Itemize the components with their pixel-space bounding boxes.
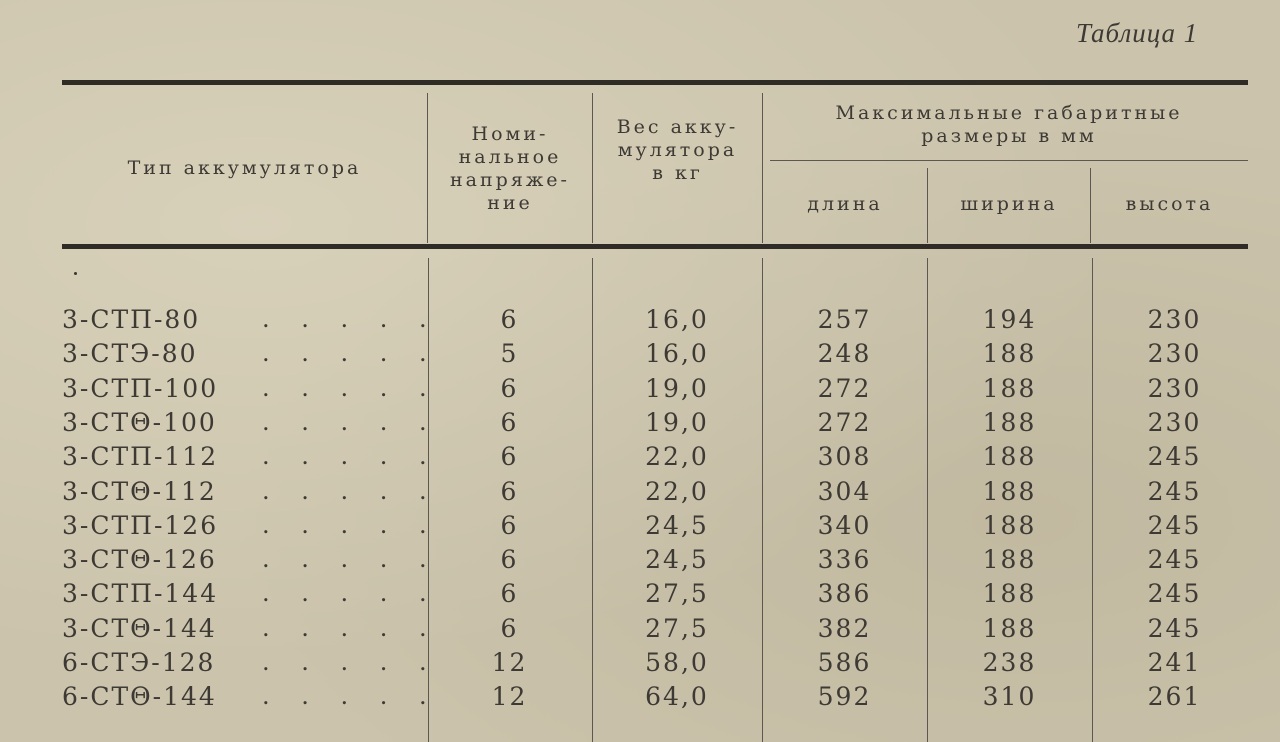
table-header-rule [62, 244, 1248, 249]
cell-weight: 27,5 [645, 579, 709, 609]
leader-dots: . . . . . [262, 648, 439, 676]
cell-width: 188 [982, 407, 1037, 437]
cell-height: 230 [1147, 305, 1202, 334]
cell-type: 3-СТЭ-80 [62, 339, 198, 369]
cell-voltage: 6 [500, 579, 519, 609]
cell-weight: 16,0 [645, 305, 709, 334]
cell-type: 3-СТΘ-144 [62, 613, 217, 643]
cell-voltage: 6 [500, 373, 519, 403]
dims-group-underline [770, 160, 1248, 161]
cell-type: 3-СТП-112 [62, 442, 219, 472]
cell-voltage: 6 [500, 476, 519, 506]
cell-height: 261 [1147, 682, 1202, 712]
leader-dots: . . . . . [262, 373, 439, 402]
cell-width: 194 [982, 305, 1037, 334]
header-type: Тип аккумулятора [127, 156, 362, 179]
cell-height: 245 [1147, 613, 1202, 643]
cell-width: 188 [982, 510, 1037, 540]
cell-length: 336 [817, 545, 872, 575]
cell-height: 245 [1147, 476, 1202, 506]
cell-type: 3-СТΘ-112 [62, 476, 217, 506]
table-row [62, 680, 1248, 714]
cell-length: 340 [817, 510, 872, 540]
cell-type: 3-СТП-80 [62, 305, 201, 334]
table-row [62, 372, 1248, 406]
cell-voltage: 6 [500, 510, 519, 540]
cell-length: 592 [817, 682, 872, 712]
leader-dots: . . . . . [262, 579, 439, 608]
cell-type: 3-СТΘ-126 [62, 545, 217, 575]
cell-type: 3-СТП-100 [62, 373, 219, 403]
leader-dots: . . . . . [262, 407, 439, 436]
cell-voltage: 6 [500, 545, 519, 575]
table-row [62, 509, 1248, 543]
cell-type: 3-СТΘ-100 [62, 407, 217, 437]
cell-weight: 24,5 [645, 545, 709, 575]
table-row [62, 646, 1248, 680]
cell-weight: 64,0 [645, 682, 709, 712]
leader-dots: . . . . . [262, 305, 439, 333]
cell-voltage: 6 [500, 442, 519, 472]
table-row [62, 303, 1248, 337]
leader-dots: . . . . . [262, 613, 439, 642]
table-row [62, 612, 1248, 646]
cell-width: 188 [982, 545, 1037, 575]
cell-width: 188 [982, 613, 1037, 643]
print-speck [74, 272, 77, 275]
table-row [62, 337, 1248, 371]
cell-height: 230 [1147, 407, 1202, 437]
cell-weight: 16,0 [645, 339, 709, 369]
leader-dots: . . . . . [262, 510, 439, 539]
cell-voltage: 6 [500, 407, 519, 437]
cell-type: 3-СТП-126 [62, 510, 219, 540]
cell-voltage: 12 [491, 648, 528, 677]
cell-length: 304 [817, 476, 872, 506]
table-row [62, 543, 1248, 577]
cell-width: 188 [982, 442, 1037, 472]
header-width: ширина [960, 192, 1058, 215]
cell-length: 586 [817, 648, 872, 677]
leader-dots: . . . . . [262, 682, 439, 711]
cell-voltage: 5 [500, 339, 519, 369]
cell-weight: 19,0 [645, 407, 709, 437]
cell-height: 245 [1147, 579, 1202, 609]
cell-voltage: 6 [500, 305, 519, 334]
header-height: высота [1125, 192, 1214, 215]
cell-weight: 19,0 [645, 373, 709, 403]
cell-width: 188 [982, 579, 1037, 609]
cell-weight: 24,5 [645, 510, 709, 540]
table-row [62, 406, 1248, 440]
cell-length: 257 [817, 305, 872, 334]
cell-height: 241 [1147, 648, 1202, 677]
cell-height: 230 [1147, 373, 1202, 403]
table-row [62, 475, 1248, 509]
cell-width: 238 [982, 648, 1037, 677]
cell-length: 272 [817, 407, 872, 437]
cell-type: 6-СТΘ-144 [62, 682, 217, 712]
cell-type: 3-СТП-144 [62, 579, 219, 609]
cell-width: 188 [982, 476, 1037, 506]
cell-weight: 27,5 [645, 613, 709, 643]
leader-dots: . . . . . [262, 545, 439, 574]
cell-voltage: 12 [491, 682, 528, 712]
cell-weight: 22,0 [645, 476, 709, 506]
cell-voltage: 6 [500, 613, 519, 643]
cell-weight: 22,0 [645, 442, 709, 472]
cell-height: 230 [1147, 339, 1202, 369]
cell-height: 245 [1147, 442, 1202, 472]
cell-length: 248 [817, 339, 872, 369]
header-dims-group: Максимальные габаритные размеры в мм [835, 102, 1183, 147]
table-top-rule [62, 80, 1248, 85]
leader-dots: . . . . . [262, 339, 439, 368]
leader-dots: . . . . . [262, 442, 439, 471]
cell-width: 188 [982, 373, 1037, 403]
cell-length: 382 [817, 613, 872, 643]
header-voltage: Номи- нальное напряже- ние [450, 123, 570, 214]
cell-height: 245 [1147, 510, 1202, 540]
cell-width: 310 [982, 682, 1037, 712]
table-row [62, 577, 1248, 611]
table-row [62, 440, 1248, 474]
cell-weight: 58,0 [645, 648, 709, 677]
header-length: длина [807, 192, 883, 215]
cell-type: 6-СТЭ-128 [62, 648, 216, 677]
header-weight: Вес акку- мулятора в кг [616, 115, 739, 184]
cell-height: 245 [1147, 545, 1202, 575]
cell-length: 272 [817, 373, 872, 403]
cell-width: 188 [982, 339, 1037, 369]
leader-dots: . . . . . [262, 476, 439, 505]
cell-length: 308 [817, 442, 872, 472]
cell-length: 386 [817, 579, 872, 609]
table-caption: Таблица 1 [1076, 18, 1199, 48]
